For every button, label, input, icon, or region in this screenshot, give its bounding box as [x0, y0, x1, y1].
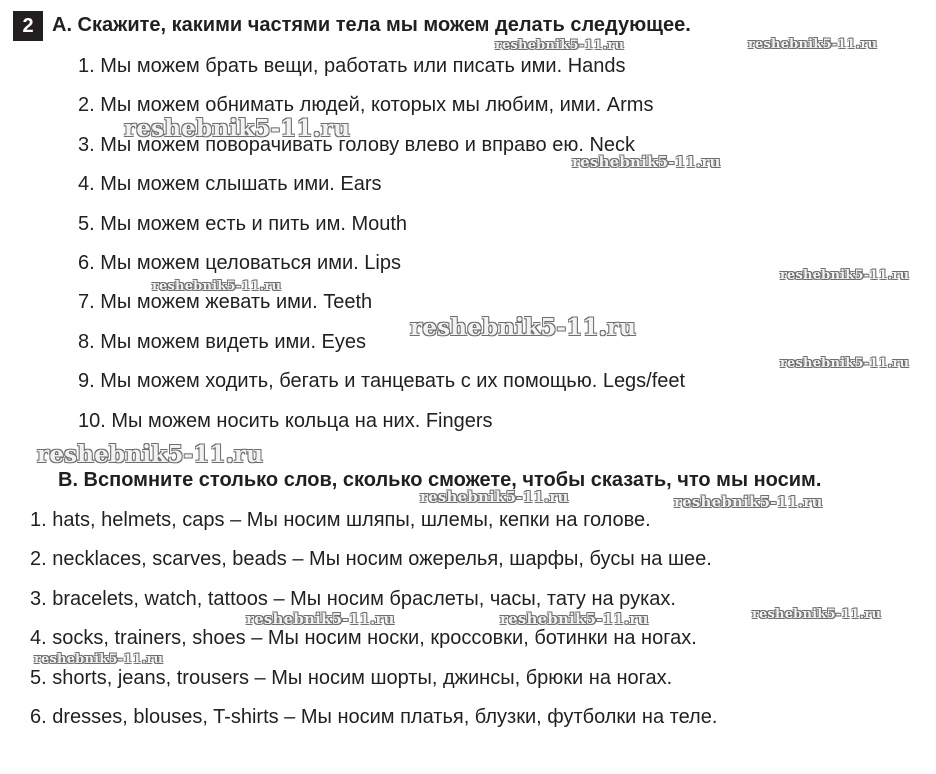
watermark: reshebnik5-11.ru: [748, 37, 878, 52]
list-item: 1. Мы можем брать вещи, работать или писать ими. Hands: [78, 55, 626, 77]
list-item: 3. Мы можем поворачивать голову влево и вправо ею. Neck: [78, 134, 636, 156]
watermark: reshebnik5-11.ru: [152, 279, 282, 294]
list-item: 6. dresses, blouses, T-shirts – Мы носим платья, блузки, футболки на теле.: [30, 706, 718, 728]
section-a-title: A. Скажите, какими частями тела мы можем делать следующее.: [52, 14, 691, 36]
list-item: 1. hats, helmets, caps – Мы носим шляпы, шлемы, кепки на голове.: [30, 509, 651, 531]
watermark: reshebnik5-11.ru: [780, 356, 910, 371]
watermark: reshebnik5-11.ru: [500, 610, 649, 628]
section-b-title: B. Вспомните столько слов, сколько сможете, чтобы сказать, что мы носим.: [58, 469, 822, 491]
exercise-number-badge: 2: [13, 11, 43, 41]
list-item: 4. Мы можем слышать ими. Ears: [78, 173, 382, 195]
watermark: reshebnik5-11.ru: [37, 441, 264, 468]
list-item: 5. shorts, jeans, trousers – Мы носим шорты, джинсы, брюки на ногах.: [30, 667, 673, 689]
list-item: 9. Мы можем ходить, бегать и танцевать с их помощью. Legs/feet: [78, 370, 686, 392]
list-item: 7. Мы можем жевать ими. Teeth: [78, 291, 373, 313]
watermark: reshebnik5-11.ru: [752, 607, 882, 622]
watermark: reshebnik5-11.ru: [420, 488, 569, 506]
watermark: reshebnik5-11.ru: [674, 493, 823, 511]
watermark: reshebnik5-11.ru: [34, 652, 164, 667]
list-item: 8. Мы можем видеть ими. Eyes: [78, 331, 367, 353]
watermark: reshebnik5-11.ru: [495, 38, 625, 53]
list-item: 2. necklaces, scarves, beads – Мы носим ожерелья, шарфы, бусы на шее.: [30, 548, 712, 570]
list-item: 3. bracelets, watch, tattoos – Мы носим браслеты, часы, тату на руках.: [30, 588, 676, 610]
list-item: 6. Мы можем целоваться ими. Lips: [78, 252, 401, 274]
watermark: reshebnik5-11.ru: [780, 268, 910, 283]
watermark: reshebnik5-11.ru: [410, 314, 637, 341]
list-item: 2. Мы можем обнимать людей, которых мы любим, ими. Arms: [78, 94, 654, 116]
list-item: 4. socks, trainers, shoes – Мы носим носки, кроссовки, ботинки на ногах.: [30, 627, 697, 649]
list-item: 5. Мы можем есть и пить им. Mouth: [78, 213, 408, 235]
watermark: reshebnik5-11.ru: [572, 153, 721, 171]
watermark: reshebnik5-11.ru: [246, 610, 395, 628]
list-item: 10. Мы можем носить кольца на них. Fingers: [78, 410, 493, 432]
watermark: reshebnik5-11.ru: [124, 115, 351, 142]
